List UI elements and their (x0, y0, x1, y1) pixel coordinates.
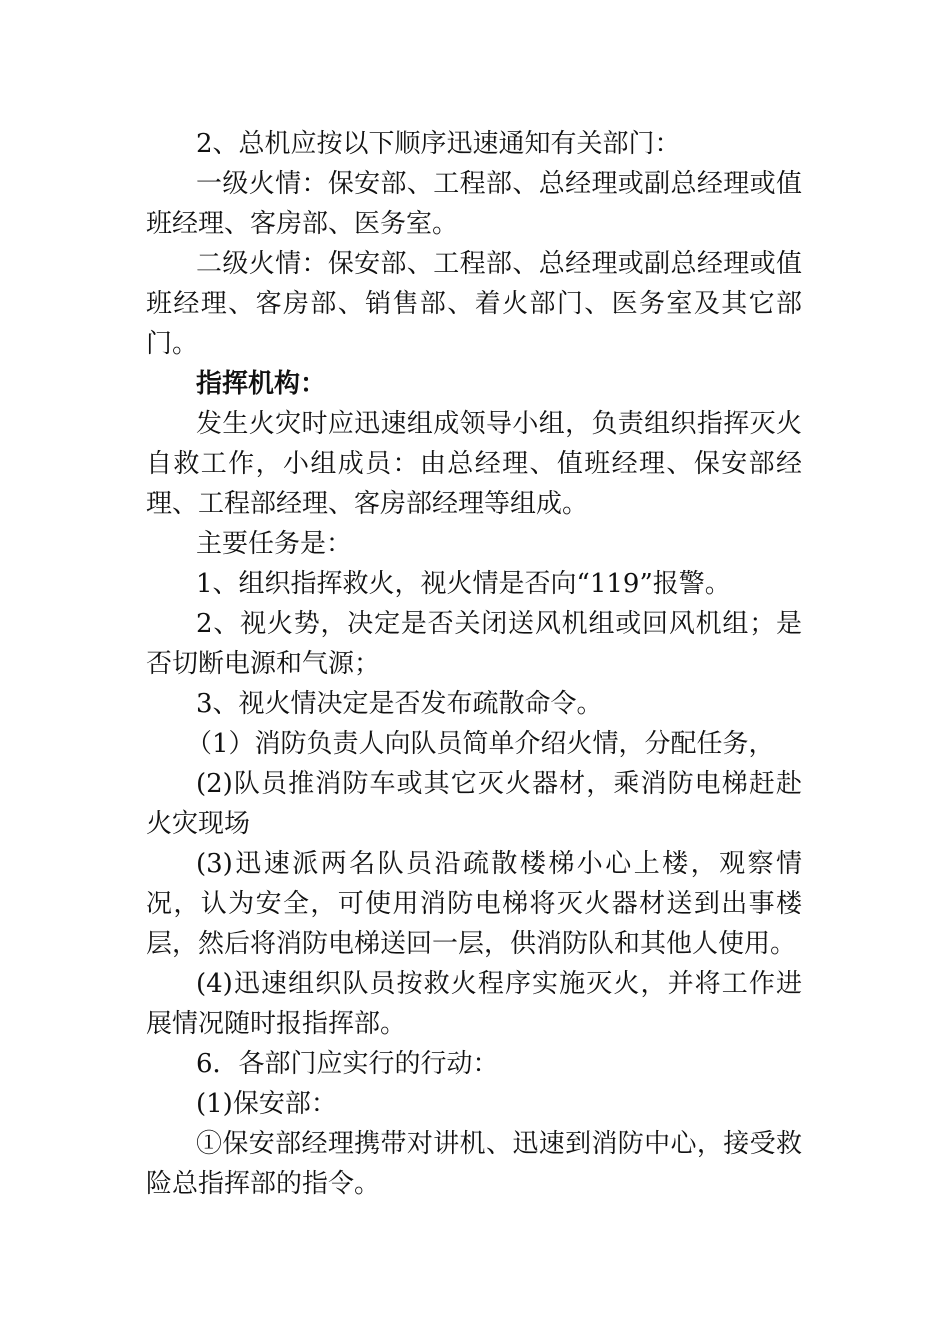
main-tasks-heading: 主要任务是： (196, 529, 353, 559)
subtask-item-4: (4)迅速组织队员按救火程序实施灭火，并将工作进展情况随时报指挥部。 (146, 969, 802, 1039)
subtask-item-2: (2)队员推消防车或其它灭火器材，乘消防电梯赶赴火灾现场 (146, 769, 802, 839)
level-two-fire-paragraph: 二级火情：保安部、工程部、总经理或副总经理或值班经理、客房部、销售部、着火部门、医务室及其它部门。 (146, 249, 802, 359)
subtask-item-1: （1）消防负责人向队员简单介绍火情，分配任务， (186, 729, 775, 759)
level-one-fire-paragraph: 一级火情：保安部、工程部、总经理或副总经理或值班经理、客房部、医务室。 (146, 169, 802, 239)
security-department-heading: (1)保安部： (196, 1089, 337, 1119)
notify-order-heading: 2、总机应按以下顺序迅速通知有关部门： (196, 129, 681, 159)
task-item-1: 1、组织指挥救火，视火情是否向“119”报警。 (196, 569, 731, 599)
security-manager-instruction: ①保安部经理携带对讲机、迅速到消防中心，接受救险总指挥部的指令。 (146, 1129, 802, 1199)
department-actions-heading: 6．各部门应实行的行动： (196, 1049, 499, 1079)
subtask-item-3: (3)迅速派两名队员沿疏散楼梯小心上楼，观察情况，认为安全，可使用消防电梯将灭火器材送到出事楼层，然后将消防电梯送回一层，供消防队和其他人使用。 (146, 849, 802, 959)
command-structure-heading: 指挥机构： (196, 369, 327, 399)
document-body (146, 124, 802, 1204)
leadership-group-paragraph: 发生火灾时应迅速组成领导小组，负责组织指挥灭火自救工作，小组成员：由总经理、值班经理、保安部经理、工程部经理、客房部经理等组成。 (146, 409, 802, 519)
task-item-2: 2、视火势，决定是否关闭送风机组或回风机组；是否切断电源和气源； (146, 609, 802, 679)
task-item-3: 3、视火情决定是否发布疏散命令。 (196, 689, 603, 719)
